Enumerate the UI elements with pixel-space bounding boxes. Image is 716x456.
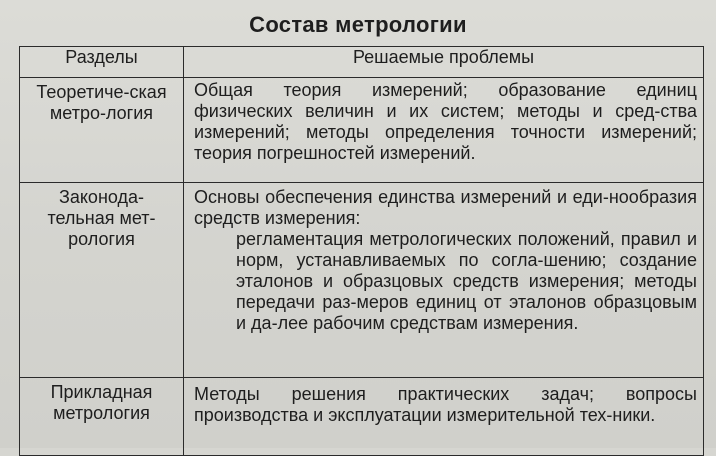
section-legal: Законода-тельная мет-рология (20, 183, 184, 378)
problems-legal-intro: Основы обеспечения единства измерений и еди-нообразия средств измерения: (194, 187, 697, 228)
metrology-table (19, 46, 704, 456)
problems-theoretical: Общая теория измерений; образование единиц физических величин и их систем; методы и сред-ства измерений; методы определения точности измерений; теория погрешностей измерений. (184, 78, 704, 183)
section-theoretical: Теоретиче-ская метро-логия (20, 78, 184, 183)
problems-legal-details: регламентация метрологических положений, правил и норм, устанавливаемых по согла-шению; создание эталонов и образцовых средств измерения; методы передачи раз-меров единиц от эталонов образцовым и да-лее рабочим средствам измерения. (236, 229, 697, 333)
table-row (20, 78, 704, 183)
problems-applied: Методы решения практических задач; вопросы производства и эксплуатации измерительной тех-ники. (184, 378, 704, 456)
problems-legal-cell (184, 183, 704, 378)
table-header-row (20, 47, 704, 78)
page-title: Состав метрологии (249, 12, 467, 37)
section-applied: Прикладная метрология (20, 378, 184, 456)
header-sections: Разделы (20, 47, 184, 78)
table-row (20, 183, 704, 378)
header-problems: Решаемые проблемы (184, 47, 704, 78)
table-row (20, 378, 704, 456)
